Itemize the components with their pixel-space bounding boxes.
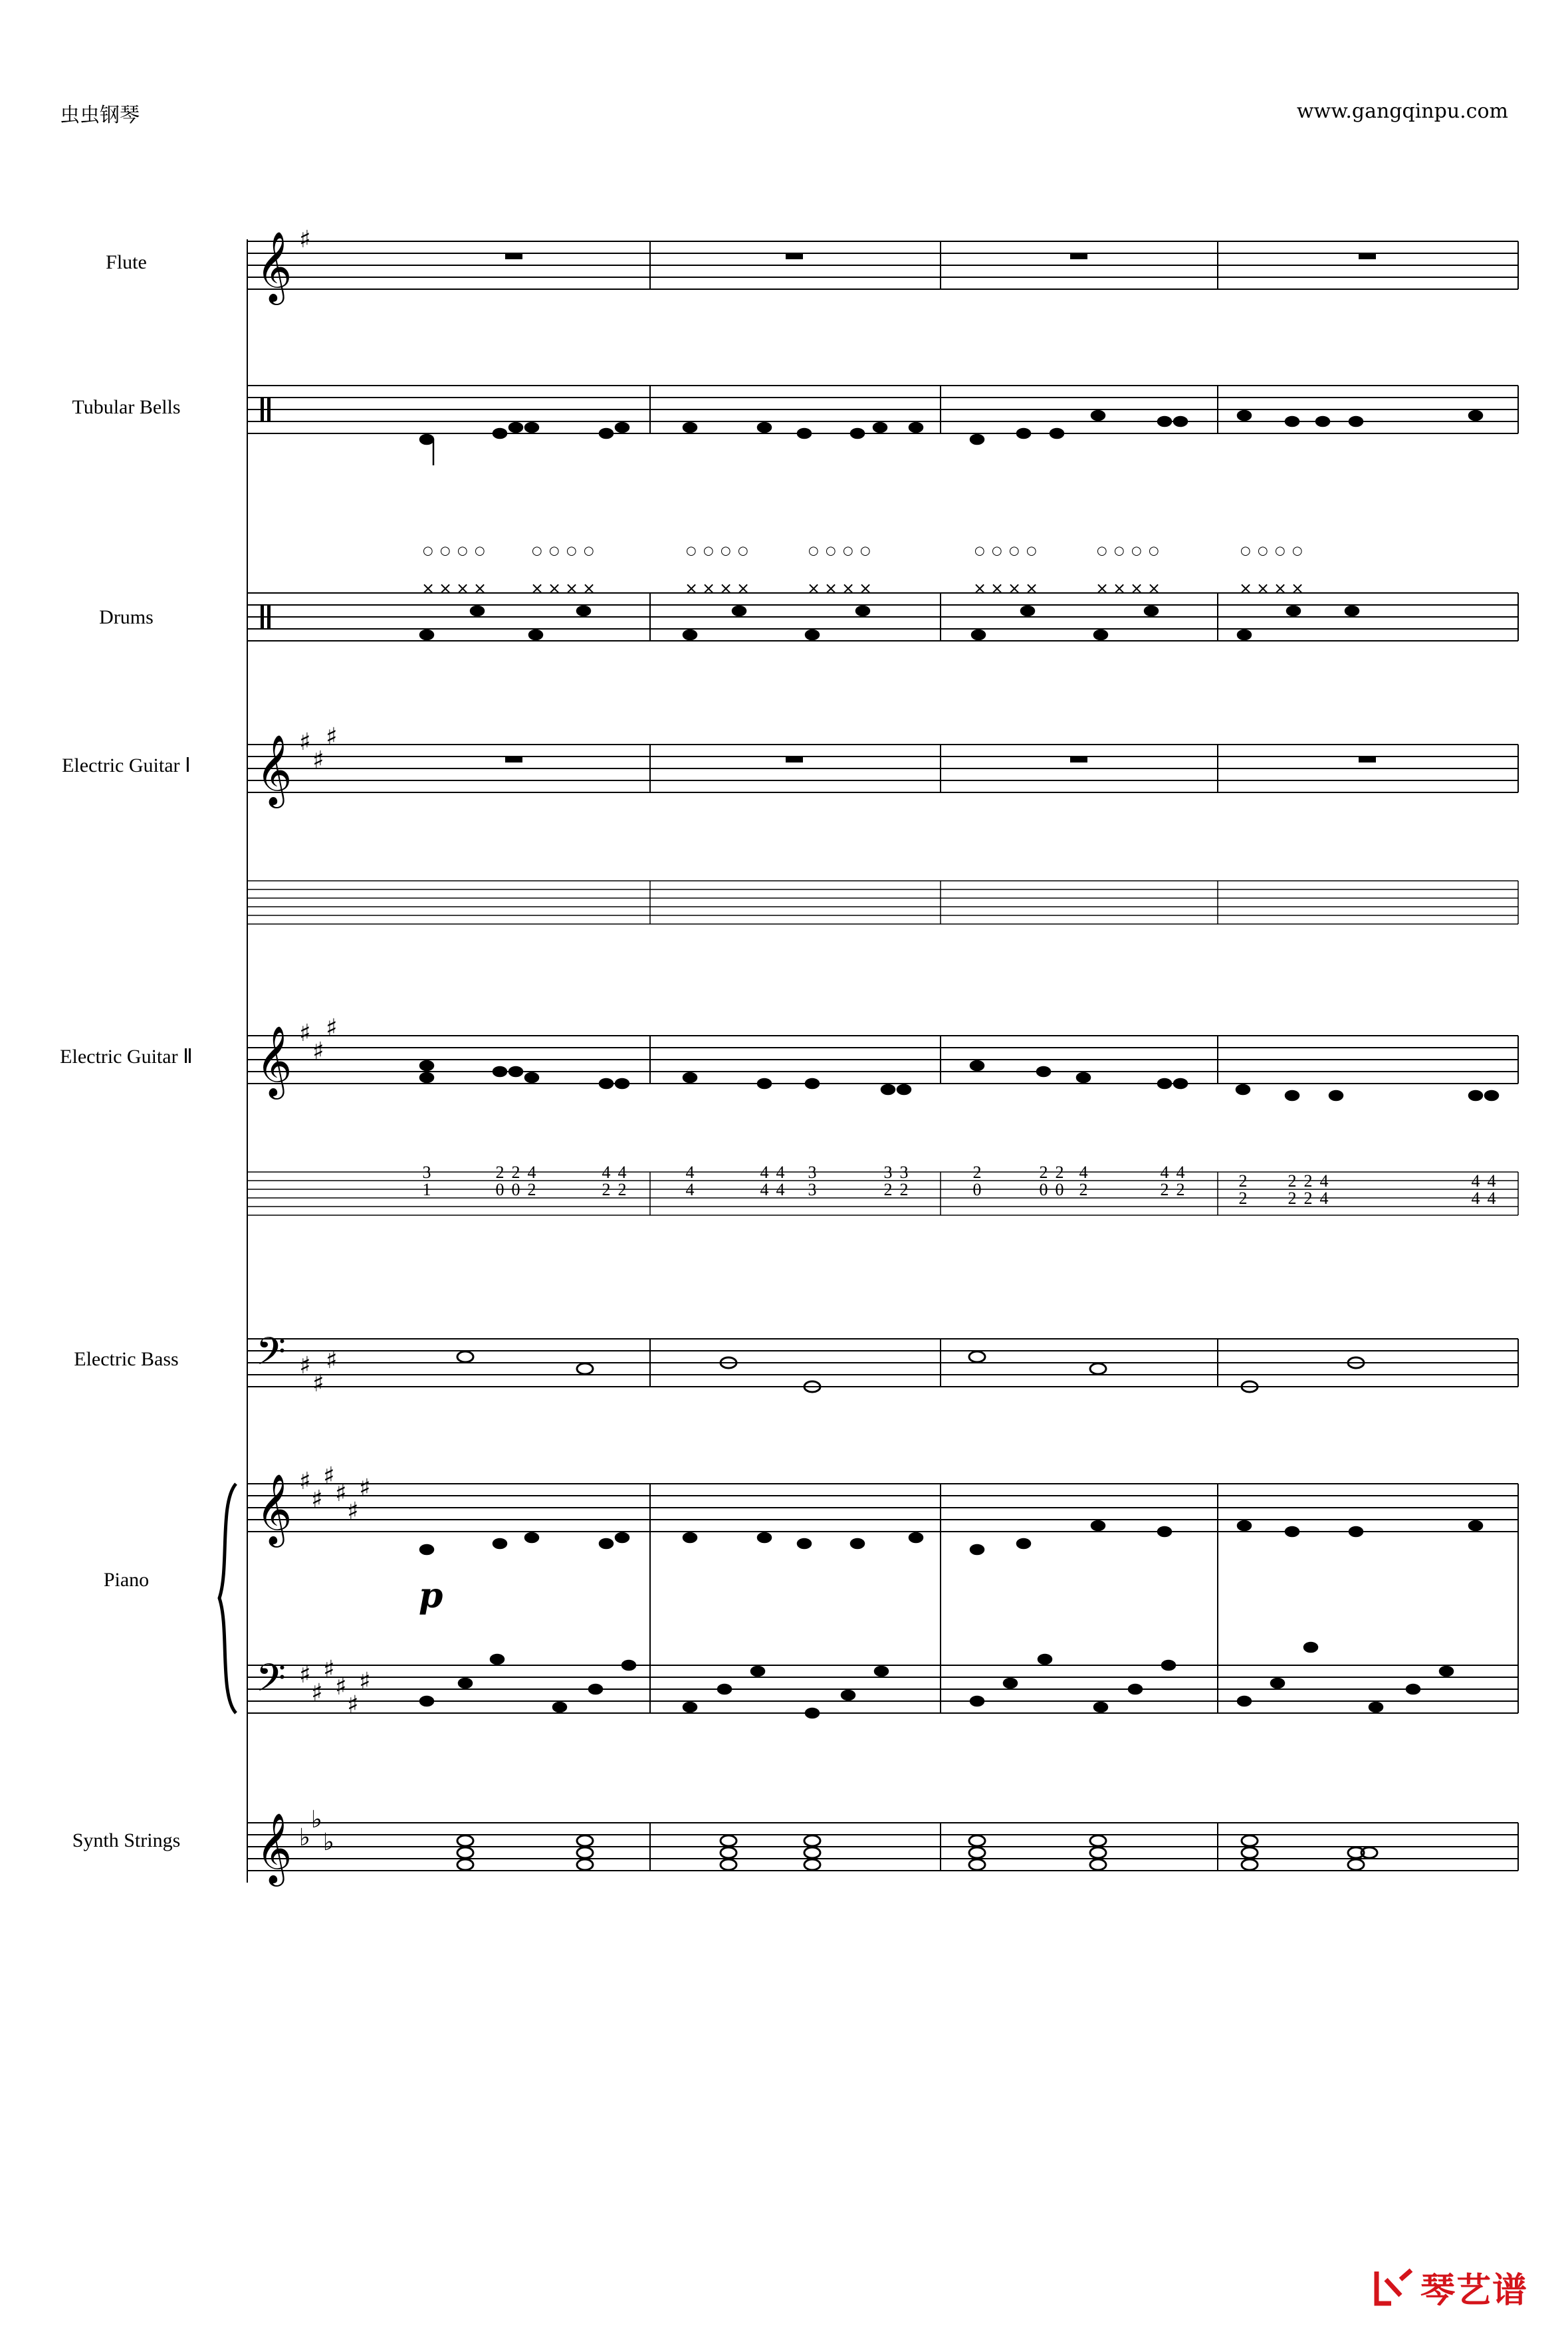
tab-fret-number: 4 [527,1163,536,1182]
hihat-x-icon: × [548,579,562,598]
tab-fret-number: 1 [422,1180,431,1199]
piano-brace [219,1484,236,1713]
hihat-x-icon: × [1113,579,1127,598]
hihat-x-icon: × [841,579,855,598]
tab-fret-number: 3 [422,1163,431,1182]
open-hihat-icon: ○ [1114,544,1125,558]
tab-fret-number: 4 [776,1163,785,1182]
staff-electric-bass [247,1339,1518,1387]
open-hihat-icon: ○ [1258,544,1268,558]
open-hihat-icon: ○ [992,544,1002,558]
hihat-x-icon: × [565,579,579,598]
tab-fret-number: 2 [617,1180,627,1199]
note-heads [420,411,1498,1718]
tab-fret-number: 0 [511,1180,520,1199]
hihat-x-icon: × [736,579,750,598]
hihat-x-icon: × [973,579,987,598]
sharp-icon: ♯ [359,1474,371,1502]
staff-electric-guitar-1 [247,745,1518,792]
flat-icon: ♭ [311,1806,322,1833]
tab-fret-number: 4 [1079,1163,1088,1182]
tab-fret-number: 0 [1055,1180,1064,1199]
open-hihat-icon: ○ [860,544,871,558]
open-hihat-icon: ○ [974,544,985,558]
bass-clef-icon: 𝄢 [256,1329,286,1383]
tab-fret-number: 3 [808,1163,817,1182]
hihat-x-icon: × [719,579,733,598]
tab-fret-number: 4 [1487,1171,1496,1191]
treble-clef-icon: 𝄞 [256,231,292,302]
sharp-icon: ♯ [312,1370,324,1397]
tab-fret-number: 3 [808,1180,817,1199]
sharp-icon: ♯ [311,1486,323,1513]
hihat-x-icon: × [807,579,821,598]
instrument-label-electric-guitar-1: Electric Guitar Ⅰ [62,755,191,776]
instrument-label-drums: Drums [99,606,154,628]
instrument-label-electric-bass: Electric Bass [74,1348,179,1370]
sharp-icon: ♯ [347,1691,359,1718]
sharp-icon: ♯ [311,1679,323,1706]
open-hihat-icon: ○ [532,544,542,558]
treble-clef-icon: 𝄞 [256,1473,292,1544]
hihat-x-icon: × [702,579,716,598]
sharp-icon: ♯ [299,1661,311,1689]
sharp-icon: ♯ [299,1020,311,1047]
tab-fret-number: 2 [1176,1180,1185,1199]
treble-clef-icon: 𝄞 [256,1025,292,1096]
open-hihat-icon: ○ [549,544,560,558]
tab-fret-number: 4 [1319,1189,1329,1208]
staff-piano-treble [247,1484,1518,1532]
hihat-x-icon: × [439,579,453,598]
tab-fret-number: 2 [1039,1163,1048,1182]
open-hihat-icon: ○ [475,544,485,558]
hihat-x-icon: × [1239,579,1253,598]
tab-fret-number: 2 [1160,1180,1169,1199]
sharp-icon: ♯ [335,1480,347,1507]
dynamic-marking-piano: p [419,1575,443,1616]
open-hihat-icon: ○ [703,544,714,558]
open-hihat-icon: ○ [1026,544,1037,558]
hihat-x-icon: × [1274,579,1288,598]
percussion-clef-icon [261,398,271,629]
open-hihat-icon: ○ [1275,544,1286,558]
bass-clef-icon: 𝄢 [256,1655,286,1710]
tab-fret-numbers [423,1163,1496,1208]
sharp-icon: ♯ [312,747,324,774]
tab-fret-number: 4 [1319,1171,1329,1191]
sharp-icon: ♯ [326,1347,338,1374]
tab-fret-number: 4 [617,1163,627,1182]
open-hihat-icon: ○ [843,544,853,558]
drum-hihat-marks [421,544,1304,598]
tab-fret-number: 2 [511,1163,520,1182]
open-hihat-icon: ○ [1240,544,1251,558]
tab-fret-number: 2 [899,1180,909,1199]
tab-fret-number: 2 [495,1163,504,1182]
hihat-x-icon: × [685,579,699,598]
treble-clef-icon: 𝄞 [256,734,292,805]
sharp-icon: ♯ [299,729,311,756]
tab-fret-number: 4 [1471,1189,1480,1208]
brand-watermark[interactable] [1371,2262,1528,2312]
tab-fret-number: 2 [883,1180,893,1199]
open-hihat-icon: ○ [686,544,697,558]
flat-icon: ♭ [299,1824,310,1851]
tab-fret-number: 2 [1288,1171,1297,1191]
hihat-x-icon: × [859,579,873,598]
sharp-icon: ♯ [347,1498,359,1525]
open-hihat-icon: ○ [1149,544,1159,558]
hihat-x-icon: × [1130,579,1144,598]
staff-drums [247,593,1518,641]
hihat-x-icon: × [1291,579,1305,598]
hihat-x-icon: × [1025,579,1039,598]
open-hihat-icon: ○ [457,544,468,558]
tab-fret-number: 4 [1471,1171,1480,1191]
open-hihat-icon: ○ [423,544,433,558]
open-hihat-icon: ○ [738,544,748,558]
tab-fret-number: 2 [602,1180,611,1199]
open-hihat-icon: ○ [808,544,819,558]
tab-fret-number: 2 [1303,1189,1313,1208]
tab-fret-number: 2 [1288,1189,1297,1208]
open-hihat-icon: ○ [1009,544,1020,558]
bracket-logo-icon [1371,2266,1414,2309]
hihat-x-icon: × [1147,579,1161,598]
sharp-icon: ♯ [312,1038,324,1065]
tab-fret-number: 4 [760,1163,769,1182]
sharp-icon: ♯ [326,1014,338,1042]
tab-fret-number: 2 [1055,1163,1064,1182]
hihat-x-icon: × [990,579,1004,598]
tab-fret-number: 4 [685,1163,695,1182]
tab-fret-number: 2 [1079,1180,1088,1199]
tab-fret-number: 0 [1039,1180,1048,1199]
sharp-icon: ♯ [359,1668,371,1695]
site-name: 虫虫钢琴 [60,104,140,127]
hihat-x-icon: × [530,579,544,598]
tab-fret-number: 3 [883,1163,893,1182]
staff-synth-strings [247,1823,1518,1871]
tab-fret-number: 2 [527,1180,536,1199]
hihat-x-icon: × [456,579,470,598]
site-url[interactable]: www.gangqinpu.com [1296,100,1508,123]
open-hihat-icon: ○ [1131,544,1142,558]
instrument-label-synth-strings: Synth Strings [72,1829,181,1851]
sharp-icon: ♯ [335,1673,347,1700]
hihat-x-icon: × [1256,579,1270,598]
tab-fret-number: 2 [1303,1171,1313,1191]
sharp-icon: ♯ [323,1462,335,1490]
treble-clef-icon: 𝄞 [256,1812,292,1883]
staff-electric-guitar-2 [247,1036,1518,1084]
hihat-x-icon: × [1008,579,1022,598]
tab-fret-number: 4 [1176,1163,1185,1182]
instrument-label-piano: Piano [103,1569,150,1591]
sharp-icon: ♯ [323,1656,335,1683]
open-hihat-icon: ○ [566,544,577,558]
sharp-icon: ♯ [326,723,338,751]
tab-fret-number: 4 [1160,1163,1169,1182]
tab-fret-number: 4 [685,1180,695,1199]
hihat-x-icon: × [824,579,838,598]
open-hihat-icon: ○ [1097,544,1107,558]
instrument-label-flute: Flute [106,251,147,273]
tab-fret-number: 3 [899,1163,909,1182]
hihat-x-icon: × [1095,579,1109,598]
sharp-icon: ♯ [299,1468,311,1495]
brand-name: 琴艺谱 [1420,2271,1528,2311]
hihat-x-icon: × [421,579,435,598]
tab-electric-guitar-1 [247,881,1518,924]
hihat-x-icon: × [582,579,596,598]
open-hihat-icon: ○ [584,544,594,558]
tab-fret-number: 4 [760,1180,769,1199]
tab-fret-number: 2 [972,1163,982,1182]
staff-flute [247,241,1518,289]
instrument-label-electric-guitar-2: Electric Guitar Ⅱ [60,1046,193,1068]
open-hihat-icon: ○ [1292,544,1303,558]
sharp-icon: ♯ [299,1352,311,1379]
open-hihat-icon: ○ [826,544,836,558]
tab-fret-number: 4 [1487,1189,1496,1208]
tab-fret-number: 2 [1238,1189,1248,1208]
half-notes [457,1351,1377,1870]
tab-fret-number: 0 [495,1180,504,1199]
open-hihat-icon: ○ [440,544,451,558]
tab-fret-number: 0 [972,1180,982,1199]
open-hihat-icon: ○ [721,544,731,558]
tab-fret-number: 4 [602,1163,611,1182]
hihat-x-icon: × [473,579,487,598]
sharp-icon: ♯ [299,226,311,253]
instrument-label-tubular-bells: Tubular Bells [72,396,181,418]
whole-rests [505,253,1376,762]
tab-fret-number: 4 [776,1180,785,1199]
flat-icon: ♭ [323,1829,334,1856]
tab-fret-number: 2 [1238,1171,1248,1191]
